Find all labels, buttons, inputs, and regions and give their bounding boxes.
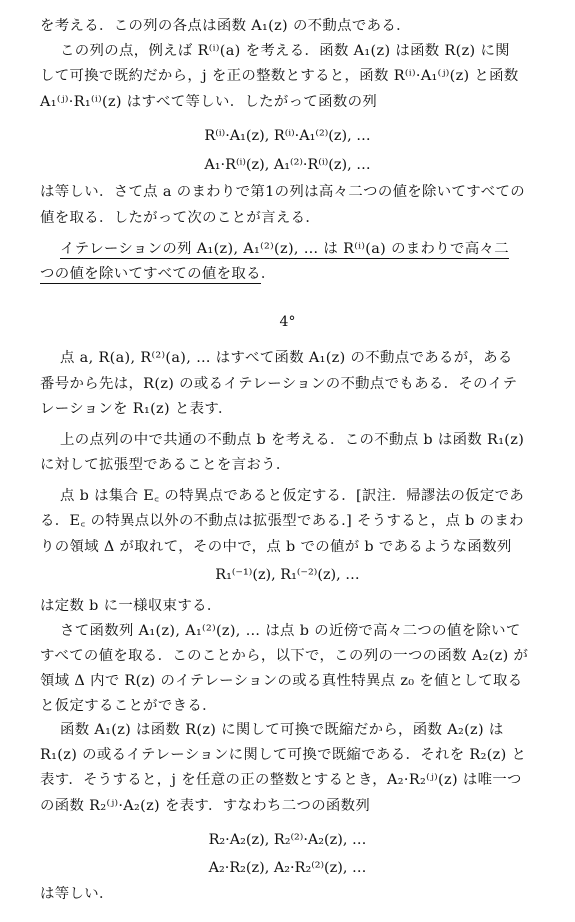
text-line: この列の点，例えば R⁽ⁱ⁾(a) を考える．函数 A₁(z) は函数 R(z) に関 [60,43,510,59]
text-line: A₁⁽ʲ⁾·R₁⁽ⁱ⁾(z) はすべて等しい．したがって函数の列 [40,94,378,110]
text-line: 表す．そうすると，j を任意の正の整数とするとき，A₂·R₂⁽ʲ⁾(z) は唯一つ [40,772,522,788]
theorem-statement: つの値を除いてすべての値を取る． [40,266,276,282]
text-line: さて函数列 A₁(z), A₁⁽²⁾(z), … は点 b の近傍で高々二つの値を除いて [60,623,521,639]
text-line: 点 b は集合 E꜀ の特異点であると仮定する．[訳注．帰謬法の仮定であ [60,488,525,504]
text-line: は等しい．さて点 a のまわりで第1の列は高々二つの値を除いてすべての [40,184,525,200]
text-line: と仮定することができる． [40,698,217,714]
text-line: は等しい． [40,886,114,902]
text-line: は定数 b に一様収束する． [40,598,222,614]
text-line: の函数 R₂⁽ʲ⁾·A₂(z) を表す．すなわち二つの函数列 [40,798,371,814]
text-line: 上の点列の中で共通の不動点 b を考える．この不動点 b は函数 R₁(z) [60,432,525,448]
text-line: して可換で既約だから，j を正の整数とすると，函数 R⁽ⁱ⁾·A₁⁽ʲ⁾(z) と函数 [40,68,519,84]
text-line: すべての値を取る．このことから，以下で，この列の一つの函数 A₂(z) が [40,648,529,664]
display-equation: A₂·R₂(z), A₂·R₂⁽²⁾(z), … [208,860,367,876]
display-equation: R₁⁽⁻¹⁾(z), R₁⁽⁻²⁾(z), … [215,567,360,583]
text-line: る．E꜀ の特異点以外の不動点は拡張型である.] そうすると，点 b のまわ [40,513,524,529]
underlined-text: イテレーションの列 A₁(z), A₁⁽²⁾(z), … は R⁽ⁱ⁾(a) のまわりで高々二 [60,241,509,257]
text-line: 番号から先は，R(z) の或るイテレーションの不動点でもある．そのイテ [40,376,518,392]
section-number: 4° [279,314,296,330]
text-line: りの領域 Δ が取れて，その中で，点 b での値が b であるような函数列 [40,539,512,555]
text-line: に対して拡張型であることを言おう． [40,457,291,473]
text-line: 函数 A₁(z) は函数 R(z) に関して可換で既縮だから，函数 A₂(z) は [60,722,504,738]
text-line: 点 a, R(a), R⁽²⁾(a), … はすべて函数 A₁(z) の不動点であるが，ある [60,350,513,366]
display-equation: R⁽ⁱ⁾·A₁(z), R⁽ⁱ⁾·A₁⁽²⁾(z), … [204,128,371,144]
underlined-text: つの値を除いてすべての値を取る [40,266,261,282]
theorem-statement [60,237,540,261]
text-line: 領域 Δ 内で R(z) のイテレーションの或る真性特異点 z₀ を値として取る [40,673,523,689]
text-line: を考える．この列の各点は函数 A₁(z) の不動点である． [40,18,411,34]
text-line: R₁(z) の或るイテレーションに関して可換で既縮である．それを R₂(z) と [40,747,527,763]
display-equation: A₁·R⁽ⁱ⁾(z), A₁⁽²⁾·R⁽ⁱ⁾(z), … [204,157,371,173]
text-line: 値を取る．したがって次のことが言える． [40,210,321,226]
display-equation: R₂·A₂(z), R₂⁽²⁾·A₂(z), … [208,832,367,848]
text-line: レーションを R₁(z) と表す． [40,401,233,417]
